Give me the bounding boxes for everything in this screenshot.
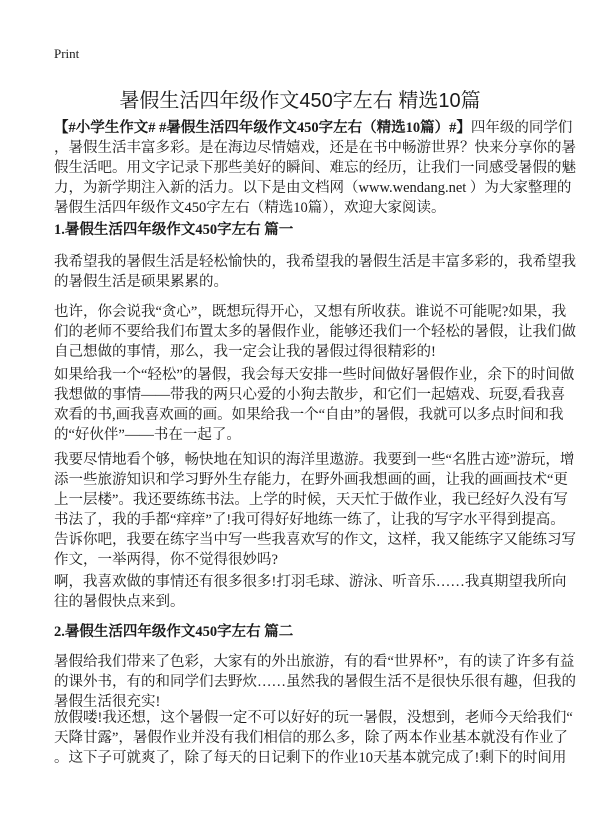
intro-line: 四年级的同学们 — [470, 120, 573, 136]
paragraph-line: 也许，你会说我“贪心”，既想玩得开心，又想有所收获。谁说不可能呢?如果，我 — [54, 304, 567, 320]
section-heading: 1.暑假生活四年级作文450字左右 篇一 — [54, 222, 294, 238]
intro-line: 暑假生活四年级作文450字左右（精选10篇），欢迎大家阅读。 — [54, 200, 446, 216]
paragraph-line: 作文，一举两得，你不觉得很妙吗? — [54, 552, 278, 568]
intro-paragraph — [54, 118, 576, 218]
paragraph-line: 。这下子可就爽了，除了每天的日记剩下的作业10天基本就完成了!剩下的时间用 — [54, 750, 567, 766]
paragraph-line: 的暑假生活是硕果累累的。 — [54, 274, 228, 290]
paragraph — [54, 302, 576, 362]
paragraph-line: 的课外书，有的和同学们去野炊……虽然我的暑假生活不是很快乐很有趣，但我的 — [54, 674, 576, 690]
paragraph — [54, 252, 576, 292]
paragraph-line: 暑假给我们带来了色彩，大家有的外出旅游，有的看“世界杯”，有的读了许多有益 — [54, 654, 575, 670]
paragraph-line: 如果给我一个“轻松”的暑假，我会每天安排一些时间做好暑假作业，余下的时间做 — [54, 367, 575, 383]
print-link[interactable]: Print — [54, 46, 80, 61]
paragraph-line: 放假喽!我还想，这个暑假一定不可以好好的玩一暑假，没想到，老师今天给我们“ — [54, 710, 573, 726]
paragraph-line: 天降甘露”，暑假作业并没有我们相信的那么多，除了两本作业基本就没有作业了 — [54, 730, 568, 746]
paragraph-line: 的“好伙伴”——书在一起了。 — [54, 427, 241, 443]
paragraph-line: 书法了，我的手都“痒痒”了!我可得好好地练一练了，让我的写字水平得到提高。 — [54, 512, 565, 528]
paragraph — [54, 450, 576, 570]
paragraph — [54, 572, 567, 612]
paragraph-line: 上一层楼”。我还要练练书法。上学的时候，天天忙于做作业，我已经好久没有写 — [54, 492, 568, 508]
paragraph-line: 我希望我的暑假生活是轻松愉快的，我希望我的暑假生活是丰富多彩的，我希望我 — [54, 254, 576, 270]
paragraph-line: 啊，我喜欢做的事情还有很多很多!打羽毛球、游泳、听音乐……我真期望我所向 — [54, 574, 567, 590]
paragraph-line: 自己想做的事情，那么，我一定会让我的暑假过得很精彩的! — [54, 344, 436, 360]
paragraph-line: 往的暑假快点来到。 — [54, 594, 185, 610]
paragraph-line: 我要尽情地看个够，畅快地在知识的海洋里遨游。我要到一些“名胜古迹”游玩，增 — [54, 452, 575, 468]
paragraph — [54, 708, 573, 768]
paragraph-line: 添一些旅游知识和学习野外生存能力，在野外画我想画的画，让我的画画技术“更 — [54, 472, 568, 488]
paragraph — [54, 365, 575, 445]
page-title: 暑假生活四年级作文450字左右 精选10篇 — [119, 90, 481, 112]
intro-line: ，暑假生活丰富多彩。是在海边尽情嬉戏，还是在书中畅游世界？快来分享你的暑 — [54, 140, 576, 156]
paragraph-line: 我想做的事情——带我的两只心爱的小狗去散步，和它们一起嬉戏、玩耍,看我喜 — [54, 387, 566, 403]
paragraph-line: 告诉你吧，我要在练字当中写一些我喜欢写的作文，这样，我又能练字又能练习写 — [54, 532, 576, 548]
paragraph-line: 欢看的书,画我喜欢画的画。如果给我一个“自由”的暑假，我就可以多点时间和我 — [54, 407, 564, 423]
intro-line: 力，为新学期注入新的活力。以下是由文档网（www.wendang.net ）为大家整理的 — [54, 180, 572, 196]
paragraph-line: 暑假生活很充实! — [54, 694, 161, 710]
intro-tag: 【#小学生作文# #暑假生活四年级作文450字左右（精选10篇）#】 — [54, 120, 471, 136]
intro-line: 假生活吧。用文字记录下那些美好的瞬间、难忘的经历，让我们一同感受暑假的魅 — [54, 160, 576, 176]
paragraph — [54, 652, 576, 712]
paragraph-line: 们的老师不要给我们布置太多的暑假作业，能够还我们一个轻松的暑假，让我们做 — [54, 324, 576, 340]
section-heading: 2.暑假生活四年级作文450字左右 篇二 — [54, 624, 294, 640]
